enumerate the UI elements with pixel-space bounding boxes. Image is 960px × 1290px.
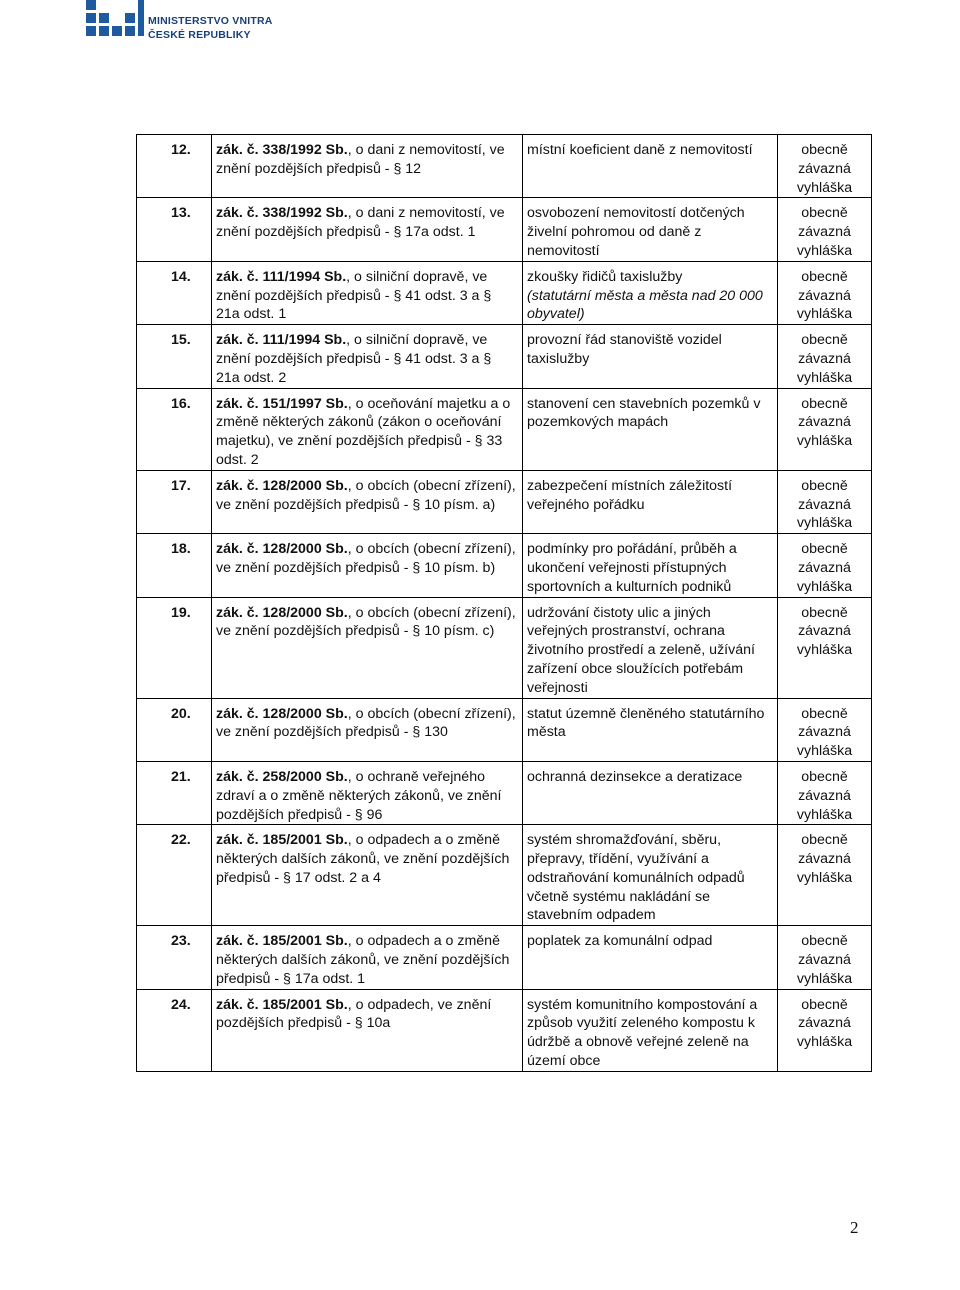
row-number: 15. <box>137 325 212 388</box>
row-number: 13. <box>137 198 212 261</box>
subject-text: statut územně členěného statutárního města <box>527 705 765 741</box>
ministry-logo <box>86 0 286 52</box>
law-reference: zák. č. 151/1997 Sb. <box>216 395 348 412</box>
page-number: 2 <box>850 1218 859 1237</box>
act-type: obecně závazná vyhláška <box>778 761 872 824</box>
law-reference-cell <box>212 825 523 926</box>
law-reference: zák. č. 128/2000 Sb. <box>216 705 348 722</box>
table-row <box>137 325 872 388</box>
law-reference: zák. č. 185/2001 Sb. <box>216 832 348 849</box>
act-type: obecně závazná vyhláška <box>778 698 872 761</box>
row-number: 22. <box>137 825 212 926</box>
law-description: , o dani z nemovitostí, ve znění pozdějších předpisů - § 12 <box>216 142 505 177</box>
subject-text: zkoušky řidičů taxislužby <box>527 268 683 285</box>
law-description: , o odpadech, ve znění pozdějších předpisů - § 10a <box>216 996 492 1032</box>
act-type: obecně závazná vyhláška <box>778 597 872 698</box>
law-reference: zák. č. 128/2000 Sb. <box>216 477 348 494</box>
regulation-table <box>136 134 861 1072</box>
row-number: 16. <box>137 388 212 470</box>
subject-cell <box>523 761 778 824</box>
row-number: 23. <box>137 926 212 989</box>
act-type: obecně závazná vyhláška <box>778 198 872 261</box>
law-reference-cell <box>212 761 523 824</box>
table-row <box>137 198 872 261</box>
subject-text: provozní řád stanoviště vozidel taxislužby <box>527 332 722 367</box>
act-type: obecně závazná vyhláška <box>778 261 872 324</box>
subject-cell <box>523 989 778 1071</box>
law-description: , o obcích (obecní zřízení), ve znění pozdějších předpisů - § 10 písm. c) <box>216 604 516 640</box>
subject-text: systém komunitního kompostování a způsob využití zeleného kompostu k údržbě a obnově veřejné zeleně na území obce <box>527 996 758 1070</box>
subject-cell <box>523 198 778 261</box>
law-reference-cell <box>212 135 523 198</box>
row-number: 12. <box>137 135 212 198</box>
law-reference-cell <box>212 597 523 698</box>
law-description: , o silniční dopravě, ve znění pozdějších předpisů - § 41 odst. 3 a § 21a odst. 2 <box>216 332 492 386</box>
law-description: , o silniční dopravě, ve znění pozdějších předpisů - § 41 odst. 3 a § 21a odst. 1 <box>216 268 492 323</box>
subject-cell <box>523 926 778 989</box>
law-reference: zák. č. 185/2001 Sb. <box>216 996 348 1013</box>
law-reference: zák. č. 185/2001 Sb. <box>216 933 348 950</box>
law-reference: zák. č. 258/2000 Sb. <box>216 768 348 785</box>
act-type: obecně závazná vyhláška <box>778 388 872 470</box>
row-number: 19. <box>137 597 212 698</box>
law-reference: zák. č. 338/1992 Sb. <box>216 205 348 222</box>
act-type: obecně závazná vyhláška <box>778 135 872 198</box>
table-row <box>137 597 872 698</box>
table-row <box>137 135 872 198</box>
table-body <box>137 135 872 1072</box>
act-type: obecně závazná vyhláška <box>778 989 872 1071</box>
subject-text: podmínky pro pořádání, průběh a ukončení veřejnosti přístupných sportovních a kulturních podniků <box>527 541 737 595</box>
subject-cell <box>523 698 778 761</box>
table-row <box>137 761 872 824</box>
law-description: , o obcích (obecní zřízení), ve znění pozdějších předpisů - § 10 písm. b) <box>216 541 516 576</box>
row-number: 14. <box>137 261 212 324</box>
act-type: obecně závazná vyhláška <box>778 470 872 533</box>
act-type: obecně závazná vyhláška <box>778 534 872 597</box>
law-description: , o oceňování majetku a o změně některých zákonů (zákon o oceňování majetku), ve znění pozdějších předpisů - § 33 odst. 2 <box>216 395 511 468</box>
subject-text: poplatek za komunální odpad <box>527 933 713 950</box>
row-number: 21. <box>137 761 212 824</box>
law-reference-cell <box>212 989 523 1071</box>
law-reference: zák. č. 128/2000 Sb. <box>216 604 348 621</box>
law-reference-cell <box>212 926 523 989</box>
subject-cell <box>523 135 778 198</box>
law-reference: zák. č. 128/2000 Sb. <box>216 541 348 558</box>
row-number: 17. <box>137 470 212 533</box>
law-description: , o odpadech a o změně některých dalších zákonů, ve znění pozdějších předpisů - § 17a odst. 1 <box>216 933 510 987</box>
subject-text: systém shromažďování, sběru, přepravy, třídění, využívání a odstraňování komunálních odpadů včetně systému nakládání se stavebním odpadem <box>527 832 745 924</box>
subject-cell <box>523 825 778 926</box>
subject-cell <box>523 388 778 470</box>
table-row <box>137 261 872 324</box>
row-number: 20. <box>137 698 212 761</box>
table-row <box>137 534 872 597</box>
logo-line-1: MINISTERSTVO VNITRA <box>148 15 273 27</box>
subject-text: udržování čistoty ulic a jiných veřejných prostranství, ochrana životního prostředí a zeleně, užívání zařízení obce sloužících potřebám veřejnosti <box>527 604 755 696</box>
law-reference-cell <box>212 698 523 761</box>
law-reference-cell <box>212 261 523 324</box>
subject-text: stanovení cen stavebních pozemků v pozemkových mapách <box>527 395 761 431</box>
law-reference-cell <box>212 534 523 597</box>
row-number: 18. <box>137 534 212 597</box>
subject-cell <box>523 597 778 698</box>
law-reference-cell <box>212 325 523 388</box>
law-description: , o obcích (obecní zřízení), ve znění pozdějších předpisů - § 130 <box>216 705 516 741</box>
subject-text: místní koeficient daně z nemovitostí <box>527 142 753 158</box>
subject-text: ochranná dezinsekce a deratizace <box>527 768 743 785</box>
act-type: obecně závazná vyhláška <box>778 926 872 989</box>
table-row <box>137 989 872 1071</box>
law-reference-cell <box>212 470 523 533</box>
law-description: , o odpadech a o změně některých dalších zákonů, ve znění pozdějších předpisů - § 17 odst. 2 a 4 <box>216 832 510 886</box>
law-description: , o dani z nemovitostí, ve znění pozdějších předpisů - § 17a odst. 1 <box>216 205 505 241</box>
table-row <box>137 698 872 761</box>
row-number: 24. <box>137 989 212 1071</box>
subject-text: zabezpečení místních záležitostí veřejného pořádku <box>527 477 733 513</box>
subject-cell <box>523 325 778 388</box>
table-row <box>137 825 872 926</box>
logo-line-2: ČESKÉ REPUBLIKY <box>148 29 251 41</box>
act-type: obecně závazná vyhláška <box>778 325 872 388</box>
subject-cell <box>523 470 778 533</box>
table-row <box>137 388 872 470</box>
table-row <box>137 926 872 989</box>
logo-text <box>148 14 273 42</box>
subject-cell <box>523 534 778 597</box>
subject-note: (statutární města a města nad 20 000 obyvatel) <box>527 287 763 323</box>
law-reference: zák. č. 111/1994 Sb. <box>216 332 347 349</box>
act-type: obecně závazná vyhláška <box>778 825 872 926</box>
law-reference: zák. č. 338/1992 Sb. <box>216 142 348 158</box>
law-description: , o obcích (obecní zřízení), ve znění pozdějších předpisů - § 10 písm. a) <box>216 477 516 513</box>
table-row <box>137 470 872 533</box>
law-reference-cell <box>212 388 523 470</box>
subject-text: osvobození nemovitostí dotčených živelní pohromou od daně z nemovitostí <box>527 205 745 259</box>
subject-cell <box>523 261 778 324</box>
law-reference-cell <box>212 198 523 261</box>
law-reference: zák. č. 111/1994 Sb. <box>216 268 347 285</box>
law-description: , o ochraně veřejného zdraví a o změně některých zákonů, ve znění pozdějších předpisů - § 96 <box>216 768 502 823</box>
